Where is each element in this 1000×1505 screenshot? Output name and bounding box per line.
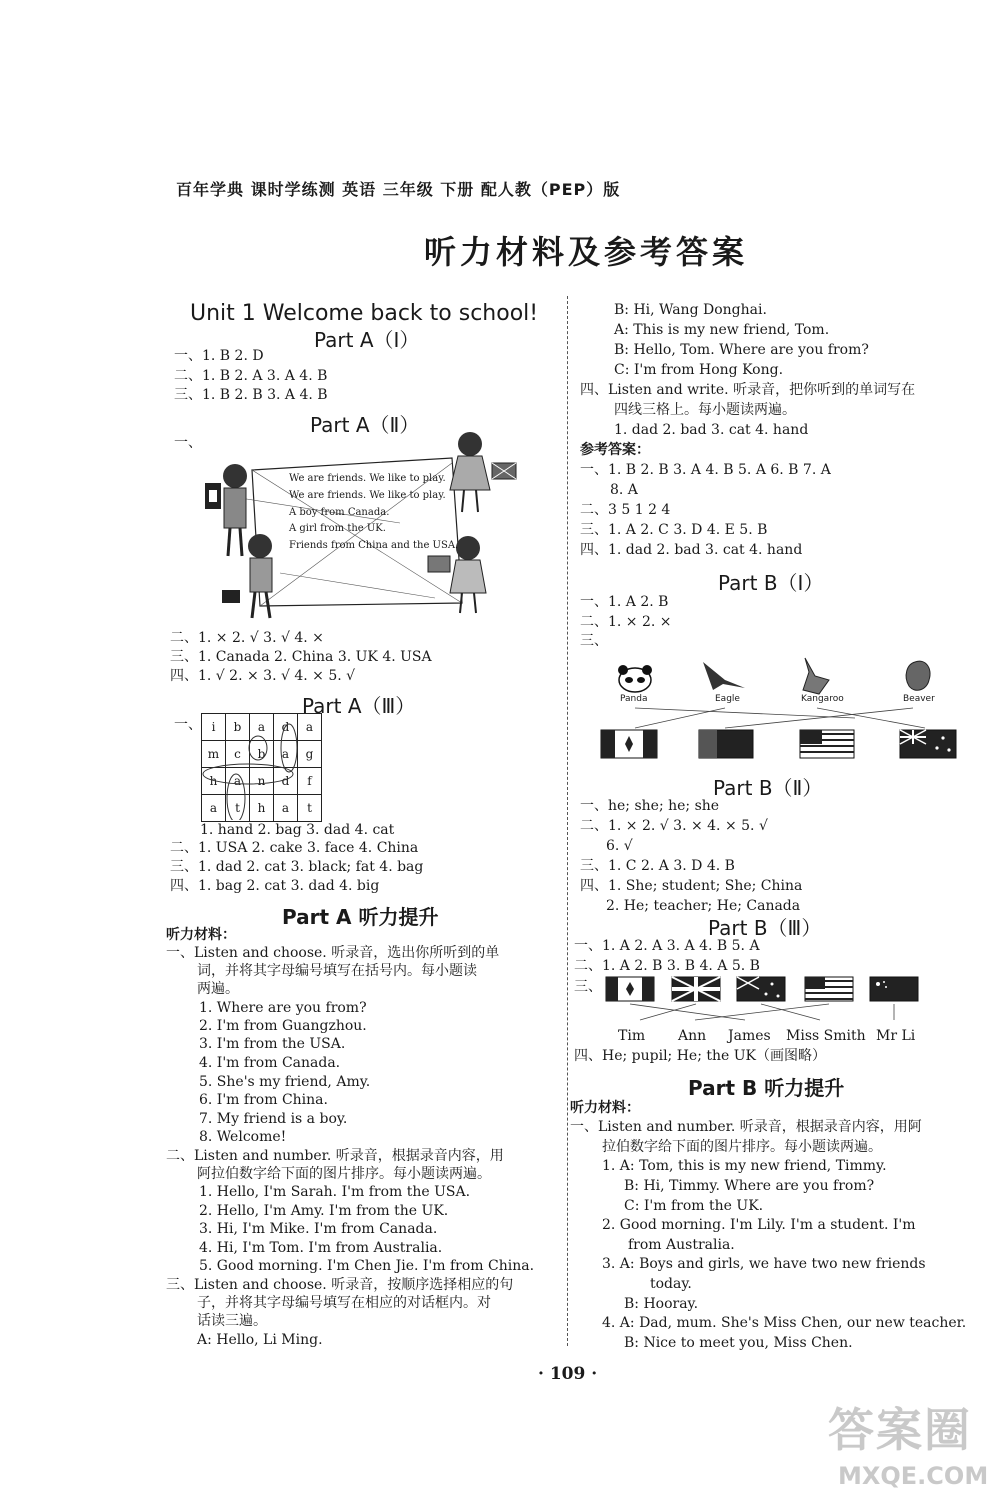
text-line: 二、Listen and number. 听录音，根据录音内容，用: [166, 1148, 504, 1164]
text-line: B: Hi, Timmy. Where are you from?: [624, 1178, 875, 1194]
answer-line: 四、1. dad 2. bad 3. cat 4. hand: [580, 542, 803, 558]
grid-cell: t: [226, 795, 250, 822]
answer-line: 8. A: [610, 482, 638, 498]
answer-line: 二、1. USA 2. cake 3. face 4. China: [170, 840, 419, 856]
answer-line: 三、: [574, 979, 602, 995]
section-label: 听力材料：: [570, 1100, 640, 1116]
answer-line: 四、1. √ 2. × 3. √ 4. × 5. √: [170, 668, 356, 684]
part-a4-heading: Part A 听力提升: [282, 905, 439, 929]
grid-cell: a: [274, 795, 298, 822]
answer-line: 二、3 5 1 2 4: [580, 502, 671, 518]
part-b4-heading: Part B 听力提升: [688, 1076, 845, 1100]
answer-line: 三、1. C 2. A 3. D 4. B: [580, 858, 735, 874]
answer-line: 三、1. dad 2. cat 3. black; fat 4. bag: [170, 859, 424, 875]
answer-line: 一、1. B 2. D: [174, 348, 264, 364]
grid-cell: g: [298, 741, 322, 768]
text-line: A: Hello, Li Ming.: [197, 1332, 323, 1348]
part-b1-heading: Part B（Ⅰ）: [718, 571, 824, 595]
text-line: 3. I'm from the USA.: [199, 1036, 346, 1052]
answer-line: 二、1. A 2. B 3. B 4. A 5. B: [574, 958, 760, 974]
board-text: A boy from Canada.: [289, 507, 390, 518]
answer-line: 四、He; pupil; He; the UK（画图略）: [574, 1048, 827, 1064]
text-line: 2. Good morning. I'm Lily. I'm a student. I'm: [602, 1217, 916, 1233]
answer-line: 2. He; teacher; He; Canada: [606, 898, 801, 914]
board-text: We are friends. We like to play.: [289, 490, 446, 501]
grid-cell: b: [250, 741, 274, 768]
animal-label: Kangaroo: [801, 694, 844, 704]
answer-line: 四、1. bag 2. cat 3. dad 4. big: [170, 878, 380, 894]
text-line: 3. Hi, I'm Mike. I'm from Canada.: [199, 1221, 438, 1237]
text-line: 1. Where are you from?: [199, 1000, 367, 1016]
text-line: 子，并将其字母编号填写在相应的对话框内。对: [197, 1295, 491, 1311]
text-line: A: This is my new friend, Tom.: [614, 322, 830, 338]
text-line: 一、Listen and number. 听录音，根据录音内容，用阿: [570, 1119, 922, 1135]
page-title: 听力材料及参考答案: [424, 233, 749, 271]
text-line: 词，并将其字母编号填写在括号内。每小题读: [197, 963, 477, 979]
answer-line: 三、1. B 2. B 3. A 4. B: [174, 387, 328, 403]
text-line: 阿拉伯数字给下面的图片排序。每小题读两遍。: [197, 1166, 491, 1182]
grid-cell: h: [202, 768, 226, 795]
text-line: 1. A: Tom, this is my new friend, Timmy.: [602, 1158, 887, 1174]
animal-label: Panda: [620, 694, 648, 704]
watermark-url: MXQE.COM: [838, 1462, 989, 1490]
text-line: 7. My friend is a boy.: [199, 1111, 348, 1127]
board-text: A girl from the UK.: [289, 523, 386, 534]
text-line: 拉伯数字给下面的图片排序。每小题读两遍。: [602, 1139, 882, 1155]
part-b2-heading: Part B（Ⅱ）: [713, 776, 823, 800]
answer-line: 三、1. Canada 2. China 3. UK 4. USA: [170, 649, 432, 665]
text-line: from Australia.: [628, 1237, 735, 1253]
text-line: 两遍。: [197, 981, 239, 997]
grid-cell: m: [202, 741, 226, 768]
animal-label: Eagle: [715, 694, 740, 704]
animal-label: Beaver: [903, 694, 935, 704]
answer-line: 1. hand 2. bag 3. dad 4. cat: [200, 822, 395, 838]
answer-line: 一、1. A 2. B: [580, 594, 669, 610]
board-text: Friends from China and the USA.: [289, 540, 459, 551]
answer-line: 二、1. × 2. √ 3. × 4. × 5. √: [580, 818, 768, 834]
grid-cell: c: [226, 741, 250, 768]
person-name: James: [728, 1028, 771, 1044]
text-line: B: Hooray.: [624, 1296, 699, 1312]
grid-cell: h: [250, 795, 274, 822]
grid-circles: [200, 712, 320, 820]
text-line: 2. Hello, I'm Amy. I'm from the UK.: [199, 1203, 449, 1219]
column-divider: [567, 296, 568, 1346]
text-line: B: Nice to meet you, Miss Chen.: [624, 1335, 853, 1351]
grid-cell: a: [274, 741, 298, 768]
grid-cell: i: [202, 714, 226, 741]
text-line: 一、Listen and choose. 听录音，选出你所听到的单: [166, 945, 500, 961]
answer-line: 6. √: [606, 838, 633, 854]
grid-cell: a: [250, 714, 274, 741]
question-number: 一、: [174, 717, 202, 733]
text-line: 1. Hello, I'm Sarah. I'm from the USA.: [199, 1184, 471, 1200]
animal-flag-matching: [595, 650, 965, 765]
answer-line: 三、1. A 2. C 3. D 4. E 5. B: [580, 522, 768, 538]
part-a1-heading: Part A（Ⅰ）: [314, 328, 420, 352]
text-line: 4. A: Dad, mum. She's Miss Chen, our new teacher.: [602, 1315, 967, 1331]
answer-line: 一、1. B 2. B 3. A 4. B 5. A 6. B 7. A: [580, 462, 831, 478]
person-name: Ann: [678, 1028, 707, 1044]
person-name: Mr Li: [876, 1028, 916, 1044]
text-line: C: I'm from the UK.: [624, 1198, 764, 1214]
text-line: 4. Hi, I'm Tom. I'm from Australia.: [199, 1240, 443, 1256]
text-line: 3. A: Boys and girls, we have two new friends: [602, 1256, 926, 1272]
grid-cell: a: [226, 768, 250, 795]
part-b3-heading: Part B（Ⅲ）: [708, 916, 822, 940]
text-line: 四线三格上。每小题读两遍。: [614, 402, 796, 418]
text-line: C: I'm from Hong Kong.: [614, 362, 784, 378]
answer-line: 二、1. × 2. √ 3. √ 4. ×: [170, 630, 324, 646]
text-line: today.: [650, 1276, 692, 1292]
person-name: Miss Smith: [786, 1028, 866, 1044]
grid-cell: b: [226, 714, 250, 741]
text-line: 5. She's my friend, Amy.: [199, 1074, 371, 1090]
text-line: 话读三遍。: [197, 1313, 267, 1329]
section-label: 参考答案：: [580, 442, 650, 458]
unit-title: Unit 1 Welcome back to school!: [190, 301, 539, 326]
flags-name-matching: [600, 972, 930, 1022]
answer-line: 四、1. She; student; She; China: [580, 878, 803, 894]
answer-line: 一、1. A 2. A 3. A 4. B 5. A: [574, 938, 760, 954]
part-a2-heading: Part A（Ⅱ）: [310, 413, 420, 437]
text-line: B: Hello, Tom. Where are you from?: [614, 342, 869, 358]
watermark-logo: 答案圈: [828, 1403, 972, 1457]
text-line: 2. I'm from Guangzhou.: [199, 1018, 367, 1034]
person-name: Tim: [618, 1028, 646, 1044]
answer-line: 三、: [580, 633, 608, 649]
text-line: 5. Good morning. I'm Chen Jie. I'm from China.: [199, 1258, 535, 1274]
text-line: 4. I'm from Canada.: [199, 1055, 341, 1071]
text-line: 1. dad 2. bad 3. cat 4. hand: [614, 422, 809, 438]
question-number: 一、: [174, 435, 202, 451]
text-line: 6. I'm from China.: [199, 1092, 328, 1108]
grid-cell: t: [298, 795, 322, 822]
text-line: 三、Listen and choose. 听录音，按顺序选择相应的句: [166, 1277, 514, 1293]
grid-cell: a: [298, 714, 322, 741]
answer-line: 一、he; she; he; she: [580, 798, 720, 814]
grid-cell: n: [250, 768, 274, 795]
text-line: 8. Welcome!: [199, 1129, 287, 1145]
grid-cell: d: [274, 768, 298, 795]
answer-line: 二、1. × 2. ×: [580, 614, 672, 630]
grid-cell: d: [274, 714, 298, 741]
book-header: 百年学典 课时学练测 英语 三年级 下册 配人教（PEP）版: [176, 180, 621, 199]
grid-cell: f: [298, 768, 322, 795]
text-line: 四、Listen and write. 听录音，把你听到的单词写在: [580, 382, 916, 398]
section-label: 听力材料：: [166, 927, 236, 943]
board-text: We are friends. We like to play.: [289, 473, 446, 484]
grid-cell: a: [202, 795, 226, 822]
page-number: · 109 ·: [538, 1364, 598, 1384]
text-line: B: Hi, Wang Donghai.: [614, 302, 767, 318]
part-a3-heading: Part A（Ⅲ）: [302, 694, 416, 718]
answer-line: 二、1. B 2. A 3. A 4. B: [174, 368, 328, 384]
